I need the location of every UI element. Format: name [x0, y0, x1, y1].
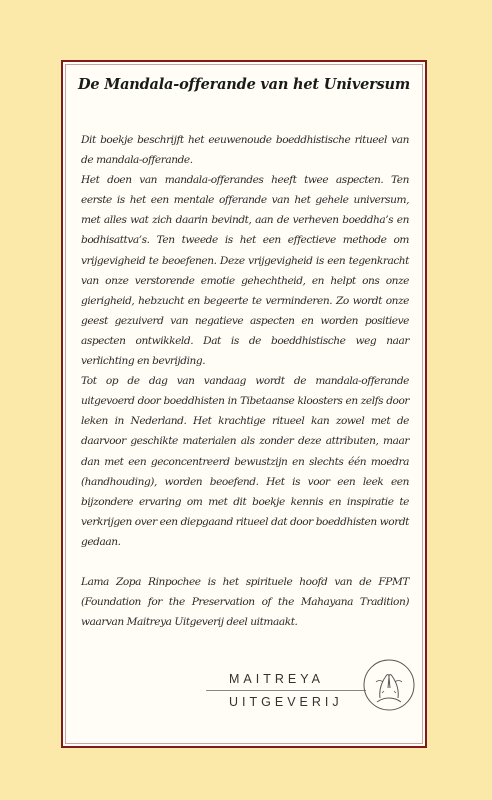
- blurb-paragraph-3: Tot op de dag van vandaag wordt de mandala-offerande uitgevoerd door boeddhisten in Tibetaanse kloosters en zelfs door leken in Nederland. Het krachtige ritueel kan zowel met de daarvoor geschikte materialen als zonder deze attributen, maar dan met een geconcentreerd bewustzijn en slechts één moedra (handhouding), worden beoefend. Het is voor een leek een bijzondere ervaring om met dit boekje kennis en inspiratie te verkrijgen over een diepgaand ritueel dat door boeddhisten wordt gedaan.: [81, 375, 409, 548]
- praying-hands-icon: [362, 658, 416, 712]
- logo-text-uitgeverij: UITGEVERIJ: [229, 695, 343, 709]
- logo-divider: [206, 690, 366, 691]
- back-cover-panel: [61, 60, 427, 748]
- logo-text-maitreya: MAITREYA: [229, 672, 324, 686]
- publisher-credit: Lama Zopa Rinpochee is het spirituele hoofd van de FPMT (Foundation for the Preservation of the Mahayana Tradition) waarvan Maitreya Uitgeverij deel uitmaakt.: [81, 575, 409, 629]
- blurb-paragraph-1: Dit boekje beschrijft het eeuwenoude boeddhistische ritueel van de mandala-offerande.: [81, 134, 409, 167]
- publisher-logo: [206, 658, 416, 722]
- blurb-text: [81, 130, 409, 632]
- blurb-paragraph-2: Het doen van mandala-offerandes heeft twee aspecten. Ten eerste is het een mentale offerande van het gehele universum, met alles wat zich daarin bevindt, aan de verheven boeddha’s en bodhisattva’s. Ten tweede is het een effectieve methode om vrijgevigheid te beoefenen. Deze vrijgevigheid is een tegenkracht van onze verstorende emotie gehechtheid, en helpt ons onze gierigheid, hebzucht en begeerte te verminderen. Zo wordt onze geest gezuiverd van negatieve aspecten en worden positieve aspecten ontwikkeld. Dat is de boeddhistische weg naar verlichting en bevrijding.: [81, 174, 409, 368]
- book-title: De Mandala-offerande van het Universum: [77, 76, 410, 93]
